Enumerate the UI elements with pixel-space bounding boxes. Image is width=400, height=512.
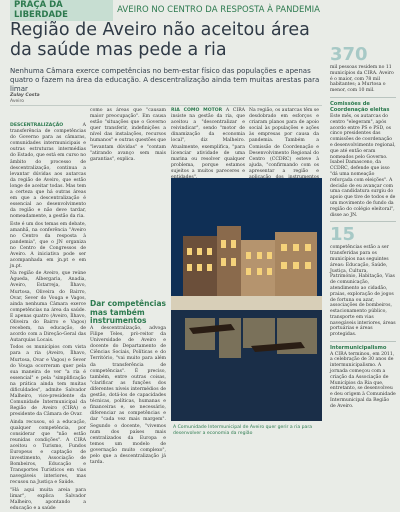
body-column-2-bottom (90, 326, 166, 472)
sidebar-heading: Comissões de Coordenação eleitas (330, 100, 390, 114)
stat-text: mil pessoas residem no 11 municípios da CIRA. Aveiro é o maior, com 78 mil habitantes; a Murtosa o menor, com 10 mil. (330, 65, 394, 94)
section-tag: PRAÇA DA LIBERDADE (10, 0, 113, 21)
paragraph: Ainda recusou, só a educação, qualquer competência, por considerar que "não estão reunidas condições". A CIRA aceitou o Turismo, Fundos Europeus e captação de investimento, Associação de Bombeiros, Educação e Transportes Turísticos em vias navegáveis interiores, mas recusou na Justiça e Saúde. (10, 419, 86, 486)
section-header (10, 0, 320, 20)
paragraph (171, 108, 245, 181)
divider (330, 341, 396, 342)
body-column-3-top (171, 108, 319, 174)
body-column-3b (249, 108, 319, 174)
divider (330, 97, 396, 98)
paragraph: "Há aqui muita areia para limar", explica Salvador Malheiro, apontando a educação e a saúde (10, 487, 86, 511)
paragraph: A descentralização, advoga Filipe Teles, prò-reitor da Universidade de Aveiro e docente do Departamento de Ciências Sociais, Políticas e do Território, "vai muito para além da transferência de competências". É preciso, também, entre outras coisas, "clarificar as funções dos diferentes níveis intermédios de gestão, dotá-los de capacidades técnicas, políticas, humanas e financeiras e, se necessário, diferenciar as competências e dar "cada vez mais margem". Segundo o docente, "vivemos num dos países mais centralizados da Europa e temos um modelo de governação muito complexo", pelo que a descentralização já tarda. (90, 326, 166, 466)
paragraph: Este é um dos temas em debate, amanhã, na conferência "Aveiro no Centro da resposta à pandemia", que o JN organiza no Centro de Congressos de Aveiro. A iniciativa pode ser acompanhada em jn.pt e em jn.pt. (10, 221, 86, 270)
photo-illustration (171, 178, 322, 421)
ria-night-photo (171, 178, 322, 421)
paragraph: como as áreas que "causam maior preocupação". Em causa estão "situações que o Governo quer transferir, indefinições a nível das instalações, recursos humanos" e outras questões que "levantam dúvidas" e "contam "atirando avanço sem mais garantias", explica. (90, 108, 166, 162)
divider (10, 105, 322, 106)
subheading: Dar competências mas também instrumentos (90, 299, 167, 325)
body-column-1 (10, 123, 86, 511)
byline-author: Zulay Costa (10, 93, 40, 98)
deck-summary: Nenhuma Câmara exerce competências no bem-estar físico das populações e apenas quatro o fazem na área da educação. A descentralização ainda tem muitas arestas para limar (10, 67, 320, 93)
sidebar (330, 45, 396, 410)
paragraph: Na região, os autarcas têm se desdobrado em esforços e criaram planos para de apoio social às populações e ações às empresas por causa da pandemia. Também a Comissão de Coordenação e Desenvolvimento Regional do Centro (CCDRC) esteve à ajuda, "confirmando com os apresentar a região e (249, 108, 319, 174)
byline-location: Aveiro (10, 99, 25, 104)
paragraph-text: A CIRA insiste na gestão da ria, que aceitou a "descentralizar e reivindicar", sendo "motor de dinamização da economia local", diz Malheiro. Atualmente, exemplifica, "para licenciar atividade de uma marina ou resolver qualquer problema, porque estamos sujeitos a muitos pareceres e (171, 108, 245, 174)
paragraph (10, 123, 86, 221)
body-column-3a (171, 108, 245, 174)
sidebar-text: A CIRA terminou, em 2011, a celebração de 30 anos de intermunicipalismo. A jornada começou com a criação da Associação de Municípios da Ria que, entretanto, se desenvolveu e deu origem à Comunidade Intermunicipal da Região de Aveiro. (330, 351, 396, 409)
divider (330, 221, 396, 222)
sidebar-text: Este mês, os autarcas do centro "elegeram", após acordo entre PS e PSD, os cinco presidentes das comissões de coordenação e desenvolvimento regional, que até então eram nomeados pelo Governo. Isabel Damasceno, da CCDRC, defende que isso "dá uma nomeação reforçada com eleições". A decisão de eu avançar com uma candidatura surgiu do apoio que tive de todos e de um movimento de fundo da região do colégio eleitoral", disse ao JN. (330, 113, 396, 218)
byline (10, 93, 40, 105)
kicker: RIA COMO MOTOR (171, 108, 223, 113)
body-column-2-top (90, 108, 166, 174)
sidebar-heading: Intermunicipalismo (330, 345, 387, 352)
kicker: DESCENTRALIZAÇÃO (10, 123, 64, 128)
stat-text: competências estão a ser transferidas para os municípios nas seguintes áreas: Educação, Saúde, Justiça, Cultura, Património, Habitação, Vias de comunicação, atendimento ao cidadão, praias, exploração de jogos de fortuna ou azar, associações de bombeiros, estacionamento público, transporte em vias navegáveis interiores, áreas portuárias e áreas protegidas. (330, 245, 396, 338)
section-subtitle: AVEIRO NO CENTRO DA RESPOSTA À PANDEMIA (117, 5, 320, 15)
paragraph: Na região de Aveiro, que reúne Águeda, Albergaria, Anadia, Aveiro, Estarreja, Ílhavo, Murtosa, Oliveira do Bairro, Ovar, Sever do Vouga e Vagos, ainda nenhuma Câmara exerce competências na área da saúde. E apenas quatro (Aveiro, Ílhavo, Oliveira do Bairro e Vagos) recebem, na educação, de acordo com a Direção-Geral das Autarquias Locais. (10, 271, 86, 344)
headline: Região de Aveiro não aceitou área da saúde mas pede a ria (10, 20, 310, 60)
stat-number: 15 (330, 224, 356, 246)
stat-number: 370 (330, 44, 368, 65)
paragraph-text: A transferência de competências do Governo para as câmaras, comunidades intermunicipais e outras estruturas intermédias do Estado, que está em curso no âmbito do processo de descentralização, continua a levantar dúvidas aos autarcas da região de Aveiro, que estão longe de aceitar todas. Mas tem a certeza que há outras áreas em que a descentralização é essencial ao desenvolvimento da região e não deve tardar, nomeadamente, a gestão da ria. (10, 123, 86, 220)
photo-caption: A Comunidade Intermunicipal de Aveiro quer gerir a ria para desenvolver a economia da região (173, 425, 313, 436)
paragraph: Todos os municípios com vista para a ria (Aveiro, Ílhavo, Murtosa, Ovar e Vagos) e Sever do Vouga ocorreram quer pela sua maneira de ver "a ria é essencial" e pela "simplificação na prática ainda tem muitas dificuldades", admite Salvador Malheiro, vice-presidente da Comunidade Intermunicipal da Região de Aveiro (CIRA) e presidente da Câmara de Ovar. (10, 345, 86, 418)
